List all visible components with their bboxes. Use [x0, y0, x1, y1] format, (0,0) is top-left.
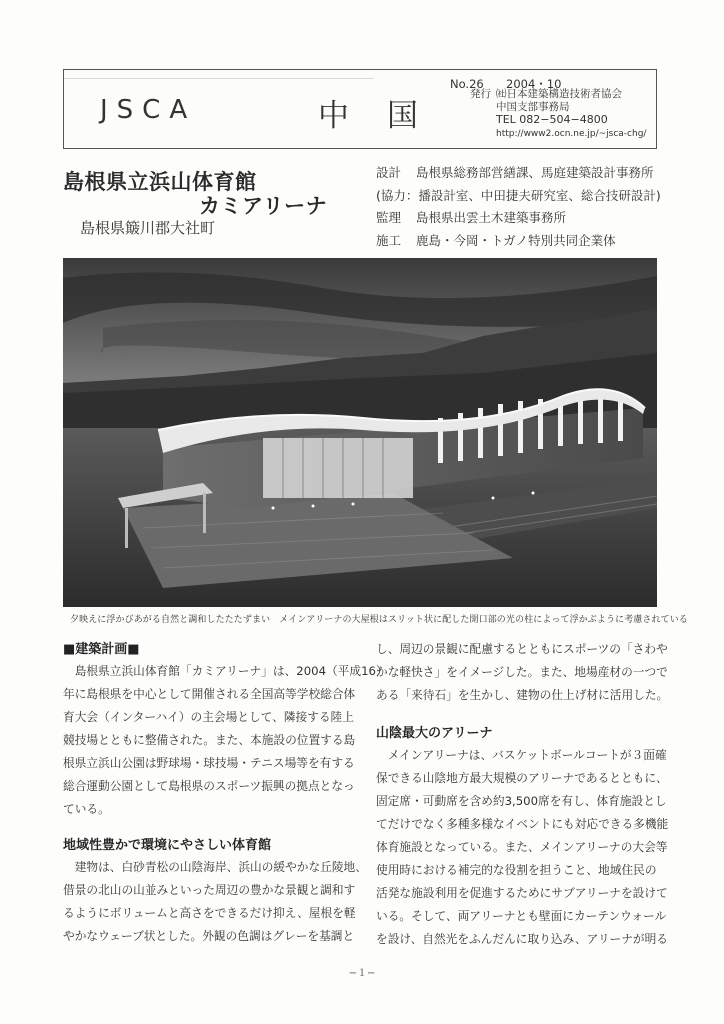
page-number: −１−: [348, 968, 376, 979]
section-heading-largest-arena: 山陰最大のアリーナ: [376, 726, 493, 741]
credit-label: 監理: [376, 210, 402, 225]
photo-caption: 夕映えに浮かびあがる自然と調和したたたずまい メインアリーナの大屋根はスリット状に配した開口部の光の柱によって浮かぶように考慮されている: [70, 615, 688, 625]
publisher-org: ㈳日本建築構造技術者協会: [496, 88, 622, 100]
newsletter-region: 中国: [318, 98, 456, 134]
newsletter-title: JSCA: [100, 95, 197, 125]
credit-construction: [376, 231, 616, 249]
issue-number: No.26: [450, 77, 484, 91]
credit-design: [376, 163, 654, 181]
credit-label: 施工: [376, 233, 402, 248]
credit-value: 島根県出雲土木建築事務所: [416, 210, 567, 225]
issue-date: 2004・10: [506, 77, 562, 91]
section-heading-regional-environment: 地域性豊かで環境にやさしい体育館: [63, 838, 272, 853]
section-text-regional-environment-cont: し、周辺の景観に配慮するとともにスポーツの「さわや かな軽快さ」をイメージした。また、地場産材の一つで ある「来待石」を生かし、建物の仕上げ材に活用した。: [376, 642, 669, 702]
article-title: 島根県立浜山体育館: [63, 170, 257, 194]
credit-supervision: [376, 208, 566, 226]
credit-value: 島根県総務部営繕課、馬庭建築設計事務所: [416, 165, 654, 180]
credit-value: 鹿島・今岡・トガノ特別共同企業体: [416, 233, 616, 248]
section-text-architecture-plan: 島根県立浜山体育館「カミアリーナ」は、2004（平成16） 年に島根県を中心として開催される全国高等学校総合体 育大会（インターハイ）の主会場として、隣接する陸上 競技場とともに整備された。また、本施設の位置する島 根県立浜山公園は野球場・球技場・テニス場等を有する 総合運動公園として島根県のスポーツ振興の拠点となっ ている。: [63, 664, 388, 816]
masthead-rule: [64, 78, 374, 79]
section-text-regional-environment: 建物は、白砂青松の山陰海岸、浜山の緩やかな丘陵地、 借景の北山の山並みといった周辺の豊かな景観と調和す るようにボリュームと高さをできるだけ抑え、屋根を軽 やかなウェーブ状とした。外観の色調はグレーを基調と: [63, 860, 367, 943]
publisher-tel: TEL 082−504−4800: [496, 113, 608, 126]
publisher-branch: 中国支部事務局: [496, 101, 570, 113]
credit-cooperation: [376, 186, 661, 204]
publisher-label: 発行: [470, 88, 491, 100]
credit-value: (協力：播設計室、中田捷夫研究室、総合技研設計): [376, 188, 661, 203]
section-text-largest-arena: メインアリーナは、バスケットボールコートが３面確 保できる山陰地方最大規模のアリーナであるとともに、 固定席・可動席を含め約3,500席を有し、体育施設とし てだけでなく多種多様なイベントにも対応できる多機能 体育施設となっている。また、メインアリーナの大会等 使用時における補完的な役割を担うこと、地域住民の 活発な施設利用を促進するためにサブアリーナを設けて いる。そして、両アリーナとも壁面にカーテンウォール を設け、自然光をふんだんに取り込み、アリーナが明る: [376, 748, 669, 946]
publisher-url[interactable]: http://www2.ocn.ne.jp/~jsca-chg/: [496, 129, 647, 139]
article-subtitle: カミアリーナ: [199, 194, 328, 218]
article-location: 島根県簸川郡大社町: [80, 219, 216, 237]
section-heading-architecture-plan: ■建築計画■: [63, 642, 140, 657]
arena-photo: [63, 258, 657, 607]
credit-label: 設計: [376, 165, 402, 180]
